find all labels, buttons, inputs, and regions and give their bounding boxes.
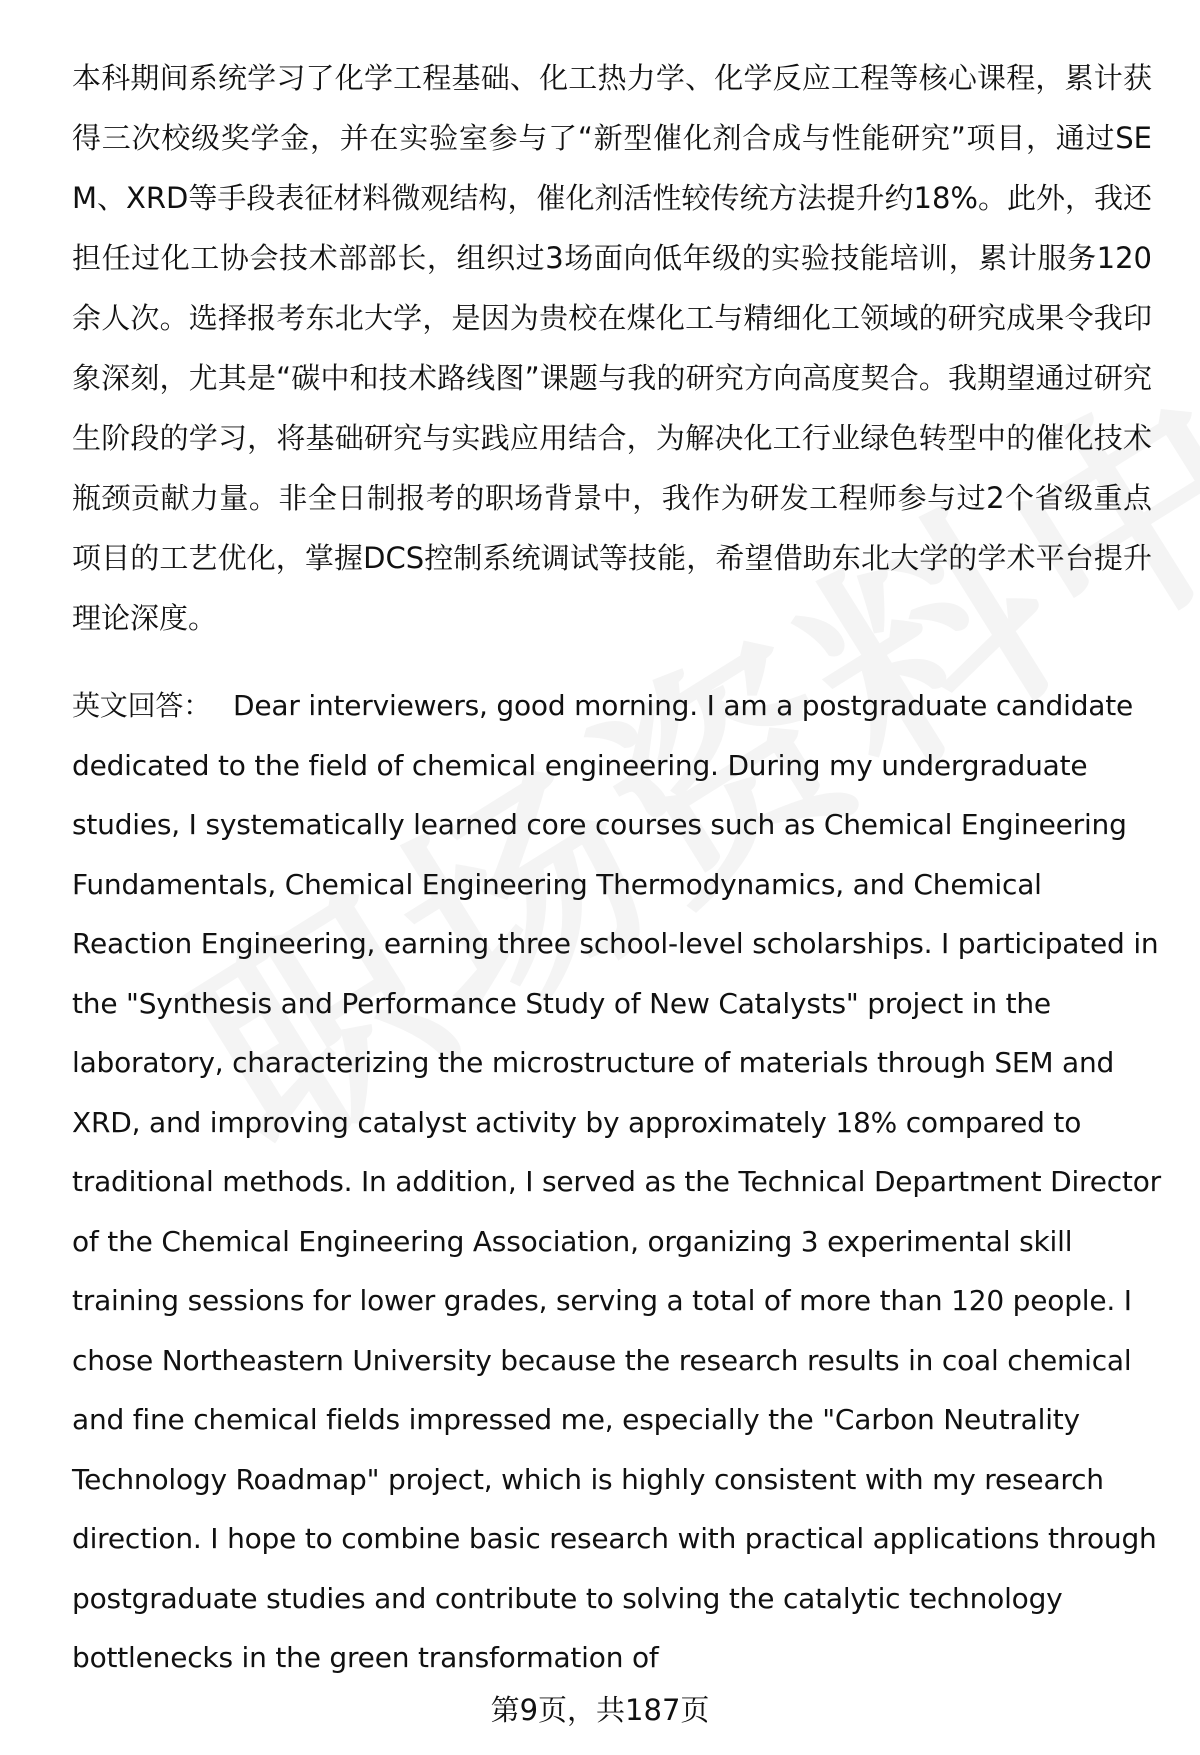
- english-answer-text: Dear interviewers, good morning. I am a postgraduate candidate dedicated to the field of chemical engineering. During my undergraduate studies, I systematically learned core courses such as Chemical Engineering Fundamentals, Chemical Engineering Thermodynamics, and Chemical Reaction Engineering, earning three school-level scholarships. I participated in the "Synthesis and Performance Study of New Catalysts" project in the laboratory, characterizing the microstructure of materials through SEM and XRD, and improving catalyst activity by approximately 18% compared to traditional methods. In addition, I served as the Technical Department Director of the Chemical Engineering Association, organizing 3 experimental skill training sessions for lower grades, serving a total of more than 120 people. I chose Northeastern University because the research results in coal chemical and fine chemical fields impressed me, especially the "Carbon Neutrality Technology Roadmap" project, which is highly consistent with my research direction. I hope to combine basic research with practical applications through postgraduate studies and contribute to solving the catalytic technology bottlenecks in the green transformation of: [72, 689, 1161, 1674]
- chinese-answer-paragraph: 本科期间系统学习了化学工程基础、化工热力学、化学反应工程等核心课程，累计获得三次校级奖学金，并在实验室参与了“新型催化剂合成与性能研究”项目，通过SEM、XRD等手段表征材料微观结构，催化剂活性较传统方法提升约18%。此外，我还担任过化工协会技术部部长，组织过3场面向低年级的实验技能培训，累计服务120余人次。选择报考东北大学，是因为贵校在煤化工与精细化工领域的研究成果令我印象深刻，尤其是“碳中和技术路线图”课题与我的研究方向高度契合。我期望通过研究生阶段的学习，将基础研究与实践应用结合，为解决化工行业绿色转型中的催化技术瓶颈贡献力量。非全日制报考的职场背景中，我作为研发工程师参与过2个省级重点项目的工艺优化，掌握DCS控制系统调试等技能，希望借助东北大学的学术平台提升理论深度。: [72, 61, 1152, 635]
- page-number-footer: 第9页，共187页: [490, 1693, 710, 1727]
- english-answer-paragraph: [72, 676, 1164, 1688]
- english-answer-label: 英文回答：: [72, 689, 212, 722]
